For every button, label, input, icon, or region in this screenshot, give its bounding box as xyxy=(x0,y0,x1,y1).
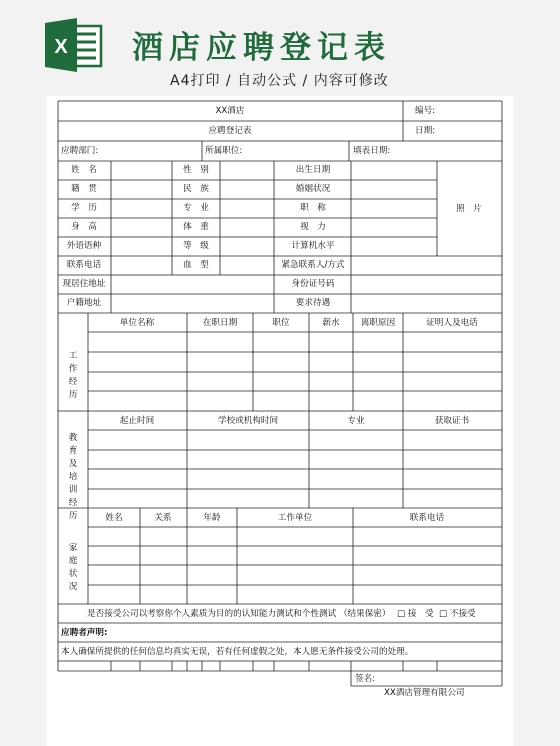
family-header-employer: 工作单位 xyxy=(277,513,313,523)
page-subtitle: A4打印 / 自动公式 / 内容可修改 xyxy=(170,73,389,89)
language-label: 外语语种 xyxy=(66,241,102,251)
work-header-company: 单位名称 xyxy=(119,318,155,328)
marital-label: 婚姻状况 xyxy=(295,184,331,194)
dept-label: 应聘部门: xyxy=(61,146,99,156)
ethnicity-label: 民 族 xyxy=(183,184,209,194)
work-header-dates: 在职日期 xyxy=(202,318,238,328)
page-title: 酒店应聘登记表 xyxy=(132,30,391,66)
number-label: 编号: xyxy=(415,106,436,116)
form-title: 应聘登记表 xyxy=(208,126,252,136)
excel-icon xyxy=(43,17,103,73)
declaration-text: 本人确保所提供的任何信息均真实无误，若有任何虚假之处，本人愿无条件接受公司的处理。 xyxy=(61,647,414,657)
work-header-reference: 证明人及电话 xyxy=(426,318,478,328)
name-label: 姓 名 xyxy=(71,165,97,175)
education-section-label: 教育及培训经历 xyxy=(68,433,78,521)
position-label: 所属职位: xyxy=(205,146,243,156)
origin-label: 籍 贯 xyxy=(71,184,97,194)
address-label: 现居住地址 xyxy=(62,279,106,289)
phone-label: 联系电话 xyxy=(66,260,102,270)
logo-letter: X xyxy=(54,36,68,58)
company-name: XX酒店管理有限公司 xyxy=(384,688,465,698)
hotel-name: XX酒店 xyxy=(215,106,245,116)
work-section-label: 工作经历 xyxy=(68,351,78,400)
edu-header-major: 专业 xyxy=(347,416,365,426)
edu-header-certificate: 获取证书 xyxy=(434,416,470,426)
accept-checkbox[interactable]: □ 接 受 xyxy=(397,609,434,619)
edu-header-school: 学校或机构时间 xyxy=(217,416,279,426)
family-section-label: 家庭状况 xyxy=(68,543,78,592)
gender-label: 性 别 xyxy=(183,165,209,175)
education-label: 学 历 xyxy=(71,203,97,213)
id-number-label: 身份证号码 xyxy=(291,279,335,289)
sign-label: 签名: xyxy=(355,674,376,684)
family-header-relation: 关系 xyxy=(154,513,172,523)
level-label: 等 级 xyxy=(183,241,209,251)
declaration-title: 应聘者声明: xyxy=(61,628,108,638)
emergency-label: 紧急联系人/方式 xyxy=(281,260,345,270)
date-label: 日期: xyxy=(415,126,436,136)
title-label: 职 称 xyxy=(300,203,326,213)
edu-header-period: 起止时间 xyxy=(119,416,155,426)
fill-date-label: 填表日期: xyxy=(353,146,391,156)
vision-label: 视 力 xyxy=(300,222,326,232)
weight-label: 体 重 xyxy=(183,222,209,232)
page-header xyxy=(0,0,560,96)
salary-label: 要求待遇 xyxy=(295,298,331,308)
birth-label: 出生日期 xyxy=(295,165,331,175)
family-header-phone: 联系电话 xyxy=(409,513,445,523)
work-header-reason: 离职原因 xyxy=(360,318,396,328)
registration-form xyxy=(47,96,513,746)
family-header-age: 年龄 xyxy=(203,513,221,523)
photo-label: 照 片 xyxy=(456,204,482,214)
registered-label: 户籍地址 xyxy=(66,298,102,308)
blood-label: 血 型 xyxy=(183,260,209,270)
height-label: 身 高 xyxy=(71,222,97,232)
major-label: 专 业 xyxy=(183,203,209,213)
test-question: 是否接受公司以考察你个人素质为目的的认知能力测试和个性测试 （结果保密） xyxy=(87,609,391,619)
work-header-position: 职位 xyxy=(272,318,290,328)
work-header-salary: 薪水 xyxy=(322,318,340,328)
computer-label: 计算机水平 xyxy=(291,241,335,251)
family-header-name: 姓名 xyxy=(105,513,123,523)
reject-checkbox[interactable]: □ 不接受 xyxy=(439,609,476,619)
